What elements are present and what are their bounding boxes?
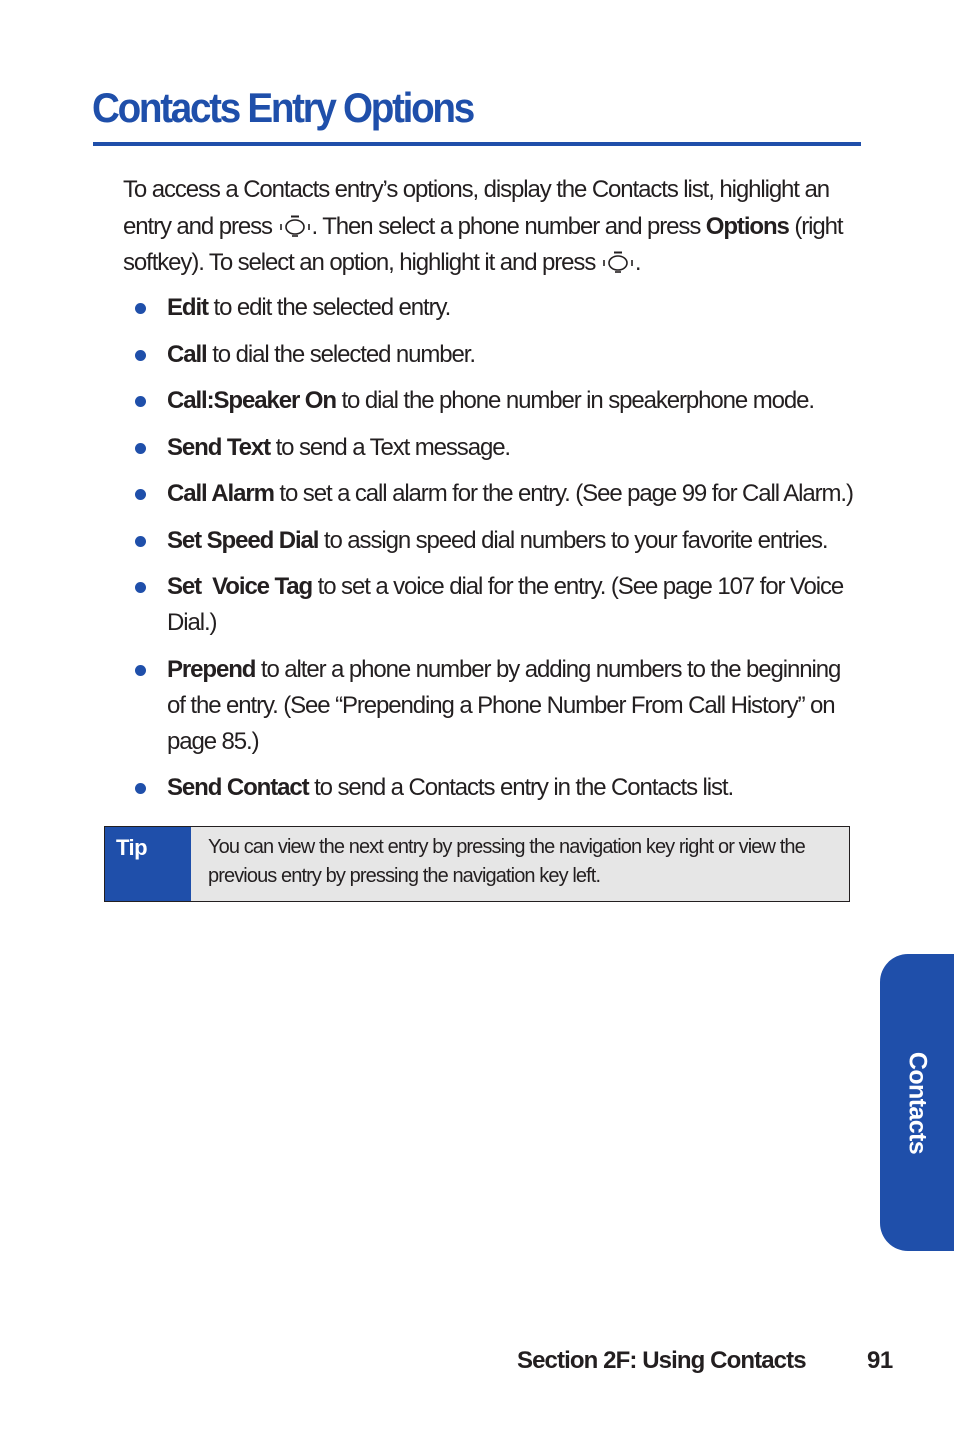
options-softkey-label: Options [705,212,789,240]
bullet-icon [135,783,146,794]
tip-text: You can view the next entry by pressing the navigation key right or view the previous entry by pressing the navigation key left. [208,836,805,887]
option-description: to set a voice dial for the entry. (See page 107 for Voice Dial.) [167,573,844,636]
option-description: to assign speed dial numbers to your favorite entries. [323,526,828,554]
option-description: to send a Contacts entry in the Contacts list. [314,774,734,801]
nav-ok-key-icon [278,215,312,237]
tip-box [104,826,850,902]
list-item [133,476,863,512]
list-item [133,770,863,806]
bullet-icon [135,536,146,547]
bullet-icon [135,665,146,676]
list-item [133,337,863,373]
option-term: Set Voice Tag [167,573,313,600]
section-side-tab [880,954,954,1251]
option-term: Call [167,340,207,368]
tip-label: Tip [105,827,191,901]
nav-ok-key-icon [601,251,635,273]
option-term: Set Speed Dial [167,526,319,554]
page-title: Contacts Entry Options [92,84,473,131]
list-item [133,290,863,326]
option-term: Edit [167,294,208,321]
bullet-icon [135,350,146,361]
option-term: Call Alarm [167,480,274,507]
bullet-icon [135,303,146,314]
list-item [133,523,863,559]
title-rule [93,142,861,146]
intro-text-2: . Then select a phone number and press [311,212,701,240]
option-description: to edit the selected entry. [213,294,451,321]
intro-text-3: (right softkey). To select an option, highlight it and press [123,212,843,276]
option-term: Call:Speaker On [167,387,336,414]
bullet-icon [135,396,146,407]
option-term: Send Text [167,433,271,461]
intro-paragraph [123,172,843,282]
side-tab-label: Contacts [903,1051,932,1154]
footer-page-number: 91 [867,1347,893,1374]
list-item [133,430,863,466]
option-description: to dial the phone number in speakerphone mode. [341,387,814,414]
footer-section-title: Section 2F: Using Contacts [517,1347,806,1374]
list-item [133,383,863,419]
option-description: to send a Text message. [275,433,511,461]
bullet-icon [135,443,146,454]
option-description: to alter a phone number by adding numbers to the beginning of the entry. (See “Prepending a Phone Number From Call History” on page 85.) [167,655,841,755]
option-description: to set a call alarm for the entry. (See page 99 for Call Alarm.) [279,480,853,507]
option-term: Prepend [167,655,256,683]
option-description: to dial the selected number. [212,340,475,368]
intro-text-1: To access a Contacts entry’s options, display the Contacts list, highlight an entry and press [123,176,829,240]
list-item [133,569,863,641]
bullet-icon [135,489,146,500]
list-item [133,652,863,760]
options-list [133,290,863,817]
bullet-icon [135,582,146,593]
option-term: Send Contact [167,774,309,801]
intro-text-4: . [634,249,641,276]
